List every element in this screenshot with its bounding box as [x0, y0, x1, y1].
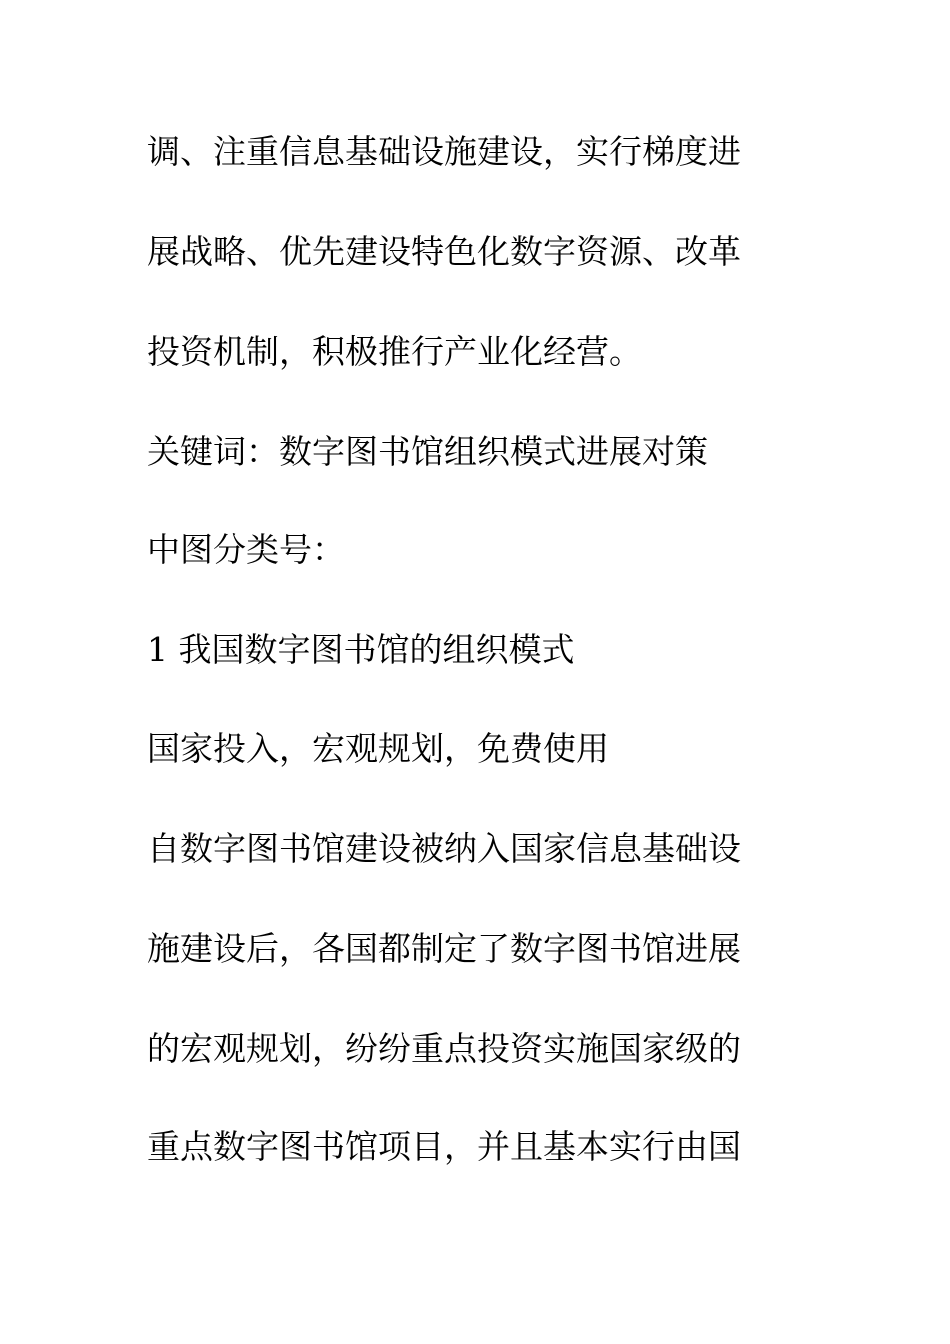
keywords-line: 关键词：数字图书馆组织模式进展对策	[147, 432, 708, 471]
body-text-line: 的宏观规划，纷纷重点投资实施国家级的	[147, 1029, 741, 1068]
subsection-heading: 国家投入，宏观规划，免费使用	[147, 729, 609, 768]
body-text-line: 展战略、优先建设特色化数字资源、改革	[147, 232, 741, 271]
classification-number-line: 中图分类号：	[147, 530, 345, 569]
body-text-line: 重点数字图书馆项目，并且基本实行由国	[147, 1127, 741, 1166]
body-text-line: 施建设后，各国都制定了数字图书馆进展	[147, 929, 741, 968]
body-text-line: 调、注重信息基础设施建设，实行梯度进	[147, 132, 741, 171]
body-text-line: 自数字图书馆建设被纳入国家信息基础设	[147, 829, 741, 868]
section-heading: 1 我国数字图书馆的组织模式	[147, 630, 575, 669]
body-text-line: 投资机制，积极推行产业化经营。	[147, 332, 642, 371]
